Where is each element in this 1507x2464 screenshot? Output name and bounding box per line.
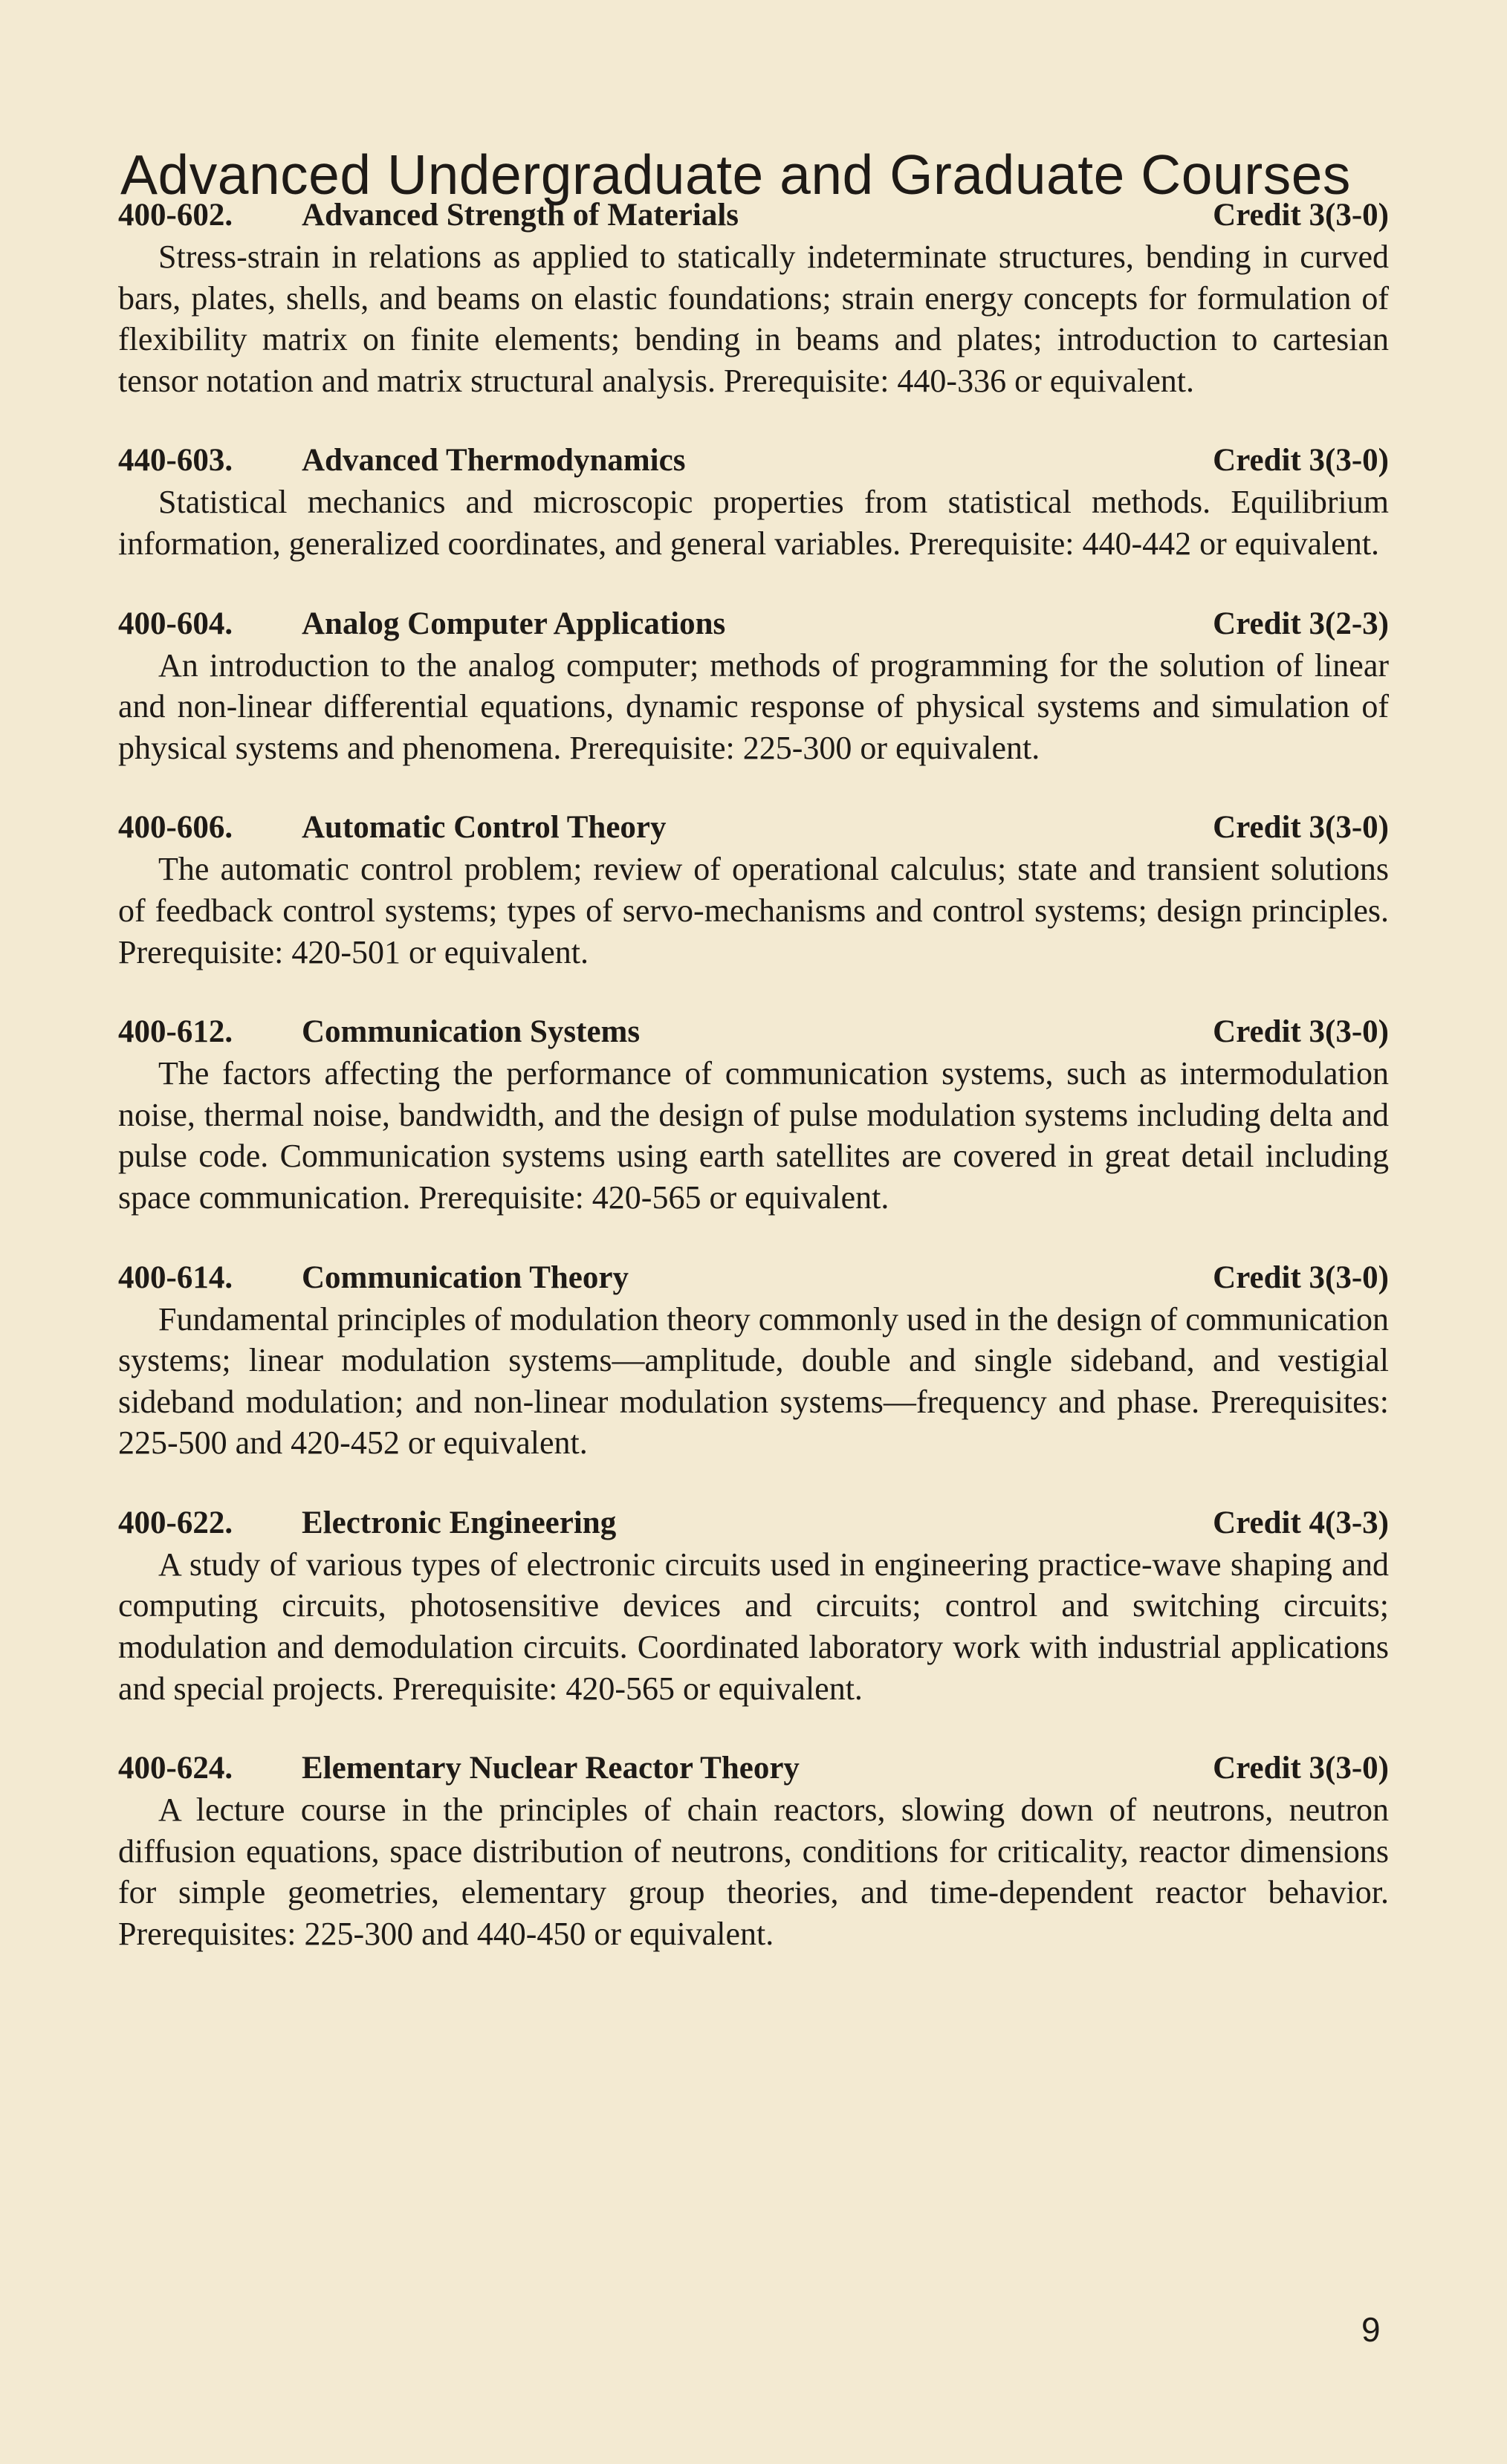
course-name: Analog Computer Applications (302, 606, 726, 641)
page-title: Advanced Undergraduate and Graduate Courses (120, 143, 1351, 207)
course-heading-left (118, 1011, 640, 1053)
course-description: Stress-strain in relations as applied to statically indeterminate structures, bending in curved bars, plates, shells, and beams on elastic foundations; strain energy concepts for formulation of flexibility matrix on finite elements; bending in beams and plates; introduction to cartesian tensor notation and matrix structural analysis. Prerequisite: 440-336 or equivalent. (118, 239, 1389, 399)
course-credit: Credit 3(3-0) (1213, 1014, 1389, 1050)
course-list (118, 195, 1389, 1994)
course-heading-left (118, 440, 685, 482)
course-description: The factors affecting the performance of communication systems, such as intermodulation noise, thermal noise, bandwidth, and the design of pulse modulation systems including delta and pulse code. Communication systems using earth satellites are covered in great detail including space communication. Prerequisite: 420-565 or equivalent. (118, 1055, 1389, 1216)
course-heading-left (118, 1257, 629, 1299)
course-credit: Credit 3(2-3) (1213, 606, 1389, 641)
course-credit: Credit 3(3-0) (1213, 443, 1389, 479)
course-credit: Credit 3(3-0) (1213, 810, 1389, 846)
page-number: 9 (1361, 2310, 1381, 2349)
course-number: 400-622. (118, 1505, 233, 1540)
course-description: Fundamental principles of modulation theory commonly used in the design of communication systems; linear modulation systems—amplitude, double and single sideband, and vestigial sideband modulation; and non-linear modulation systems—frequency and phase. Prerequisites: 225-500 and 420-452 or equivalent. (118, 1300, 1389, 1462)
course-description: A lecture course in the principles of chain reactors, slowing down of neutrons, neutron diffusion equations, space distribution of neutrons, conditions for criticality, reactor dimensions for simple geometries, elementary group theories, and time-dependent reactor behavior. Prerequisites: 225-300 and 440-450 or equivalent. (118, 1792, 1389, 1953)
course-name: Advanced Thermodynamics (302, 443, 686, 479)
course-credit: Credit 4(3-3) (1213, 1505, 1389, 1540)
course-number: 400-612. (118, 1014, 233, 1050)
course-entry (118, 603, 1389, 769)
course-heading-left (118, 1748, 800, 1789)
course-number: 400-614. (118, 1259, 233, 1295)
course-header (118, 1257, 1389, 1299)
course-name: Communication Theory (302, 1259, 629, 1295)
course-header (118, 1748, 1389, 1789)
course-header (118, 440, 1389, 482)
course-header (118, 1011, 1389, 1053)
course-description: Statistical mechanics and microscopic properties from statistical methods. Equilibrium information, generalized coordinates, and general variables. Prerequisite: 440-442 or equivalent. (118, 484, 1389, 562)
course-name: Communication Systems (302, 1014, 641, 1050)
course-name: Advanced Strength of Materials (302, 198, 739, 233)
course-entry (118, 1502, 1389, 1709)
course-header (118, 603, 1389, 645)
course-credit: Credit 3(3-0) (1213, 198, 1389, 233)
course-description: A study of various types of electronic circuits used in engineering practice-wave shaping and computing circuits, photosensitive devices and circuits; control and switching circuits; modulation and demodulation circuits. Coordinated laboratory work with industrial applications and special projects. Prerequisite: 420-565 or equivalent. (118, 1546, 1389, 1707)
course-description: The automatic control problem; review of operational calculus; state and transient solutions of feedback control systems; types of servo-mechanisms and control systems; design principles. Prerequisite: 420-501 or equivalent. (118, 851, 1389, 970)
course-header (118, 1502, 1389, 1544)
course-number: 400-602. (118, 198, 233, 233)
course-heading-left (118, 195, 739, 236)
course-number: 400-606. (118, 810, 233, 846)
course-heading-left (118, 807, 667, 849)
course-heading-left (118, 603, 725, 645)
course-entry (118, 807, 1389, 973)
course-heading-left (118, 1502, 616, 1544)
course-credit: Credit 3(3-0) (1213, 1259, 1389, 1295)
course-number: 400-624. (118, 1751, 233, 1786)
course-name: Electronic Engineering (302, 1505, 617, 1540)
course-name: Elementary Nuclear Reactor Theory (302, 1751, 800, 1786)
course-entry (118, 440, 1389, 564)
course-entry (118, 1748, 1389, 1954)
course-number: 400-604. (118, 606, 233, 641)
course-entry (118, 195, 1389, 401)
course-header (118, 807, 1389, 849)
course-header (118, 195, 1389, 236)
course-entry (118, 1011, 1389, 1218)
course-description: An introduction to the analog computer; methods of programming for the solution of linear and non-linear differential equations, dynamic response of physical systems and simulation of physical systems and phenomena. Prerequisite: 225-300 or equivalent. (118, 646, 1389, 766)
course-number: 440-603. (118, 443, 233, 479)
course-name: Automatic Control Theory (302, 810, 667, 846)
course-credit: Credit 3(3-0) (1213, 1751, 1389, 1786)
course-entry (118, 1257, 1389, 1464)
